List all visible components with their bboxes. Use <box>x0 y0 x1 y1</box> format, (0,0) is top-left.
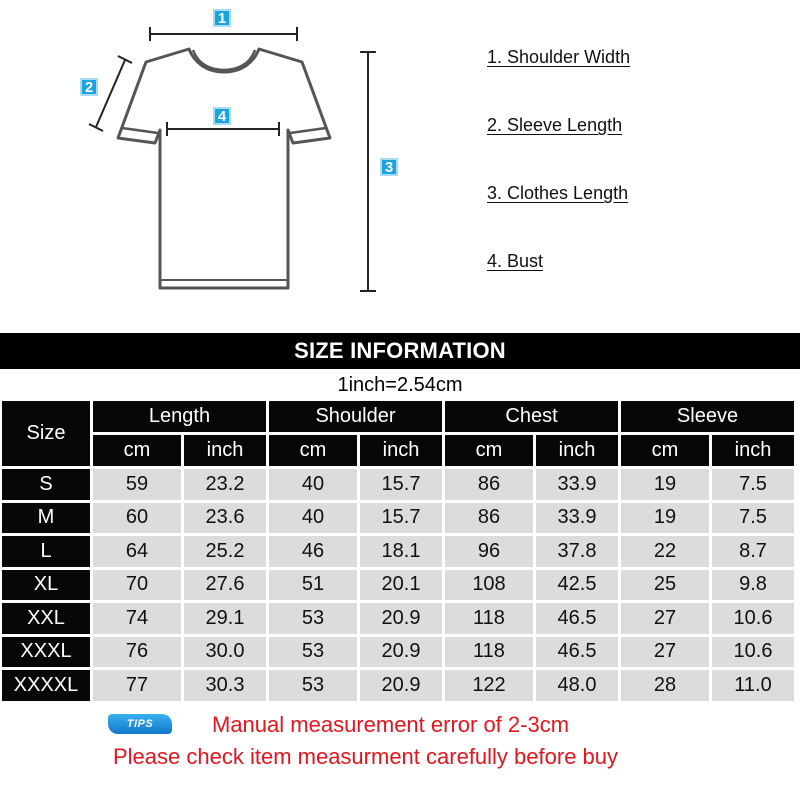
table-cell: 7.5 <box>712 469 794 500</box>
group-header-chest: Chest <box>445 401 618 432</box>
table-cell: 30.0 <box>184 637 266 668</box>
table-cell: 23.6 <box>184 503 266 534</box>
table-cell: 33.9 <box>536 503 618 534</box>
table-cell: 15.7 <box>360 503 442 534</box>
size-information-banner: SIZE INFORMATION <box>0 333 800 369</box>
table-cell: 76 <box>93 637 181 668</box>
table-cell: 53 <box>269 603 357 634</box>
table-cell: 27 <box>621 603 709 634</box>
size-column-header: Size <box>2 401 90 466</box>
unit-header-inch: inch <box>360 435 442 466</box>
unit-header-inch: inch <box>712 435 794 466</box>
table-cell: 53 <box>269 670 357 701</box>
table-cell: 20.9 <box>360 670 442 701</box>
legend-bust: 4. Bust <box>487 251 544 271</box>
right-sleeve-hem <box>290 128 326 133</box>
tshirt-outline <box>118 49 330 288</box>
unit-header-inch: inch <box>536 435 618 466</box>
table-cell: 48.0 <box>536 670 618 701</box>
table-cell: 9.8 <box>712 570 794 601</box>
table-cell: 8.7 <box>712 536 794 567</box>
size-label: L <box>2 536 90 567</box>
table-cell: 18.1 <box>360 536 442 567</box>
table-cell: 19 <box>621 503 709 534</box>
table-cell: 46.5 <box>536 637 618 668</box>
tshirt-diagram-svg <box>0 0 800 320</box>
table-cell: 46.5 <box>536 603 618 634</box>
table-cell: 40 <box>269 469 357 500</box>
measurement-diagram <box>0 0 800 320</box>
table-cell: 53 <box>269 637 357 668</box>
table-cell: 19 <box>621 469 709 500</box>
table-cell: 27 <box>621 637 709 668</box>
table-cell: 77 <box>93 670 181 701</box>
table-cell: 96 <box>445 536 533 567</box>
table-cell: 10.6 <box>712 637 794 668</box>
tips-badge: TIPS <box>108 714 172 734</box>
left-sleeve-hem <box>122 128 158 133</box>
group-header-length: Length <box>93 401 266 432</box>
table-cell: 40 <box>269 503 357 534</box>
legend-sleeve-length: 2. Sleeve Length <box>487 115 623 135</box>
marker-bust: 4 <box>213 107 231 125</box>
table-cell: 23.2 <box>184 469 266 500</box>
size-label: XL <box>2 570 90 601</box>
table-cell: 33.9 <box>536 469 618 500</box>
group-header-shoulder: Shoulder <box>269 401 442 432</box>
group-header-sleeve: Sleeve <box>621 401 794 432</box>
table-cell: 64 <box>93 536 181 567</box>
marker-sleeve-length: 2 <box>80 78 98 96</box>
tip-check-measurement: Please check item measurment carefully before buy <box>113 744 619 769</box>
size-label: S <box>2 469 90 500</box>
size-label: XXXL <box>2 637 90 668</box>
size-table <box>2 401 798 697</box>
table-cell: 28 <box>621 670 709 701</box>
table-cell: 20.1 <box>360 570 442 601</box>
table-cell: 46 <box>269 536 357 567</box>
table-cell: 108 <box>445 570 533 601</box>
table-cell: 15.7 <box>360 469 442 500</box>
table-cell: 20.9 <box>360 603 442 634</box>
table-cell: 30.3 <box>184 670 266 701</box>
table-cell: 86 <box>445 503 533 534</box>
marker-clothes-length: 3 <box>380 158 398 176</box>
marker-shoulder-width: 1 <box>213 9 231 27</box>
table-cell: 118 <box>445 603 533 634</box>
unit-header-inch: inch <box>184 435 266 466</box>
unit-header-cm: cm <box>445 435 533 466</box>
unit-header-cm: cm <box>621 435 709 466</box>
table-cell: 51 <box>269 570 357 601</box>
size-label: XXXXL <box>2 670 90 701</box>
table-cell: 10.6 <box>712 603 794 634</box>
table-cell: 74 <box>93 603 181 634</box>
legend-clothes-length: 3. Clothes Length <box>487 183 629 203</box>
unit-header-cm: cm <box>269 435 357 466</box>
tip-measurement-error: Manual measurement error of 2-3cm <box>212 712 570 737</box>
table-cell: 20.9 <box>360 637 442 668</box>
table-cell: 42.5 <box>536 570 618 601</box>
table-cell: 122 <box>445 670 533 701</box>
table-cell: 118 <box>445 637 533 668</box>
size-label: M <box>2 503 90 534</box>
table-cell: 25.2 <box>184 536 266 567</box>
table-cell: 70 <box>93 570 181 601</box>
unit-header-cm: cm <box>93 435 181 466</box>
sleeve-length-arrow <box>96 60 125 127</box>
table-cell: 59 <box>93 469 181 500</box>
legend-shoulder-width: 1. Shoulder Width <box>487 47 631 67</box>
table-cell: 27.6 <box>184 570 266 601</box>
table-cell: 60 <box>93 503 181 534</box>
unit-conversion-note: 1inch=2.54cm <box>337 374 463 396</box>
table-cell: 29.1 <box>184 603 266 634</box>
size-label: XXL <box>2 603 90 634</box>
table-cell: 22 <box>621 536 709 567</box>
table-cell: 25 <box>621 570 709 601</box>
table-cell: 37.8 <box>536 536 618 567</box>
table-cell: 11.0 <box>712 670 794 701</box>
table-cell: 7.5 <box>712 503 794 534</box>
table-cell: 86 <box>445 469 533 500</box>
